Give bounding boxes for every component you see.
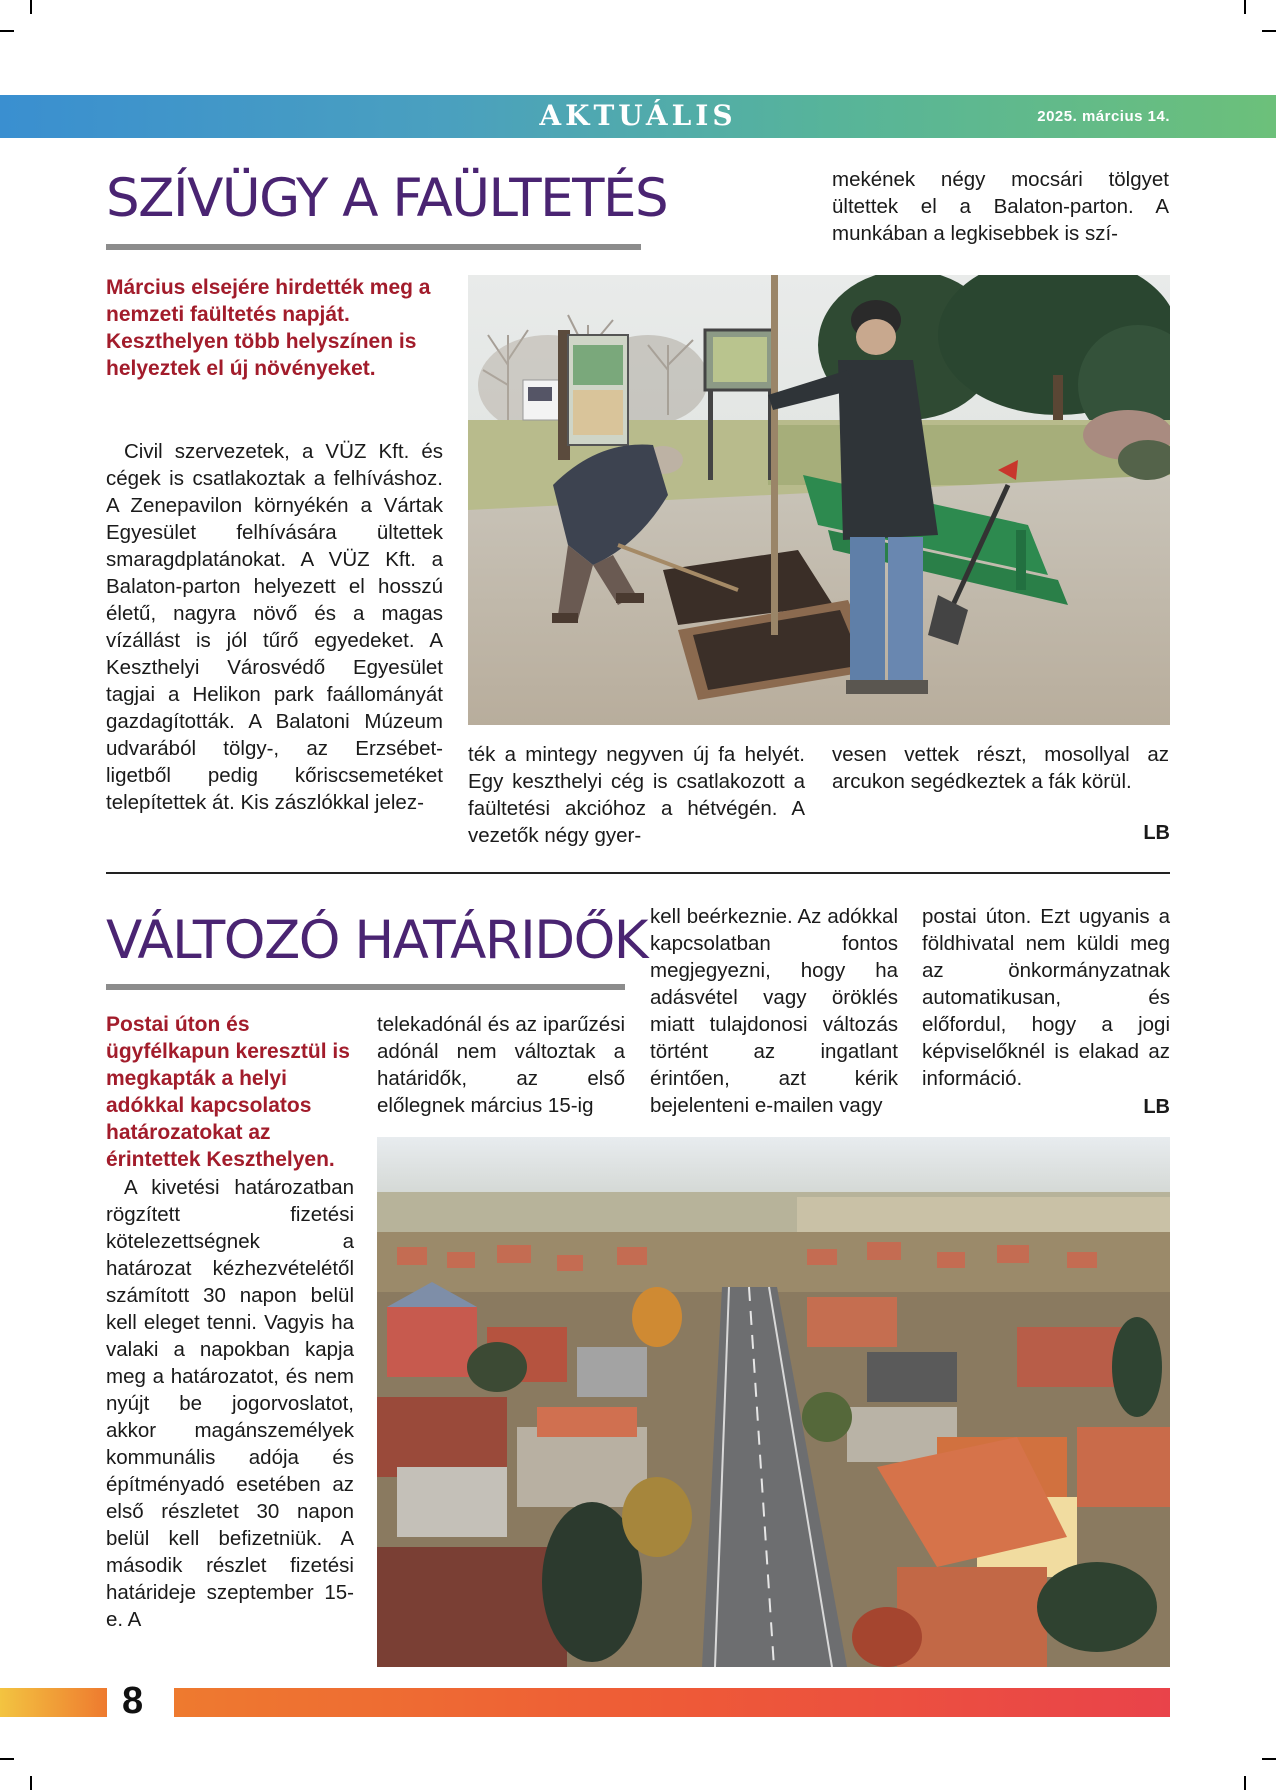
article2-col3: kell beérkeznie. Az adókkal kapcsolatban fontos megjegyezni, hogy ha adásvétel vagy öröklés miatt tulajdonosi változás történt az ingatlant érintően, azt kérik bejelenteni e-mailen vagy [650, 905, 898, 1117]
section-title: AKTUÁLIS [539, 99, 737, 132]
crop-mark [1244, 0, 1246, 14]
crop-mark [0, 30, 14, 32]
article2-col4: postai úton. Ezt ugyanis a földhivatal nem küldi meg az önkormányzatnak automatikusan, és előfordul, hogy a jogi képviselőknél is elakad az információ. [922, 905, 1170, 1090]
crop-mark [1244, 1776, 1246, 1790]
footer-band-left [0, 1688, 107, 1717]
aerial-town-photo-illustration [377, 1137, 1170, 1667]
article1-lead: Március elsejére hirdették meg a nemzeti faültetés napját. Keszthelyen több helyszínen is helyeztek el új növényeket. [106, 276, 431, 380]
article1-col3-top: mekének négy mocsári tölgyet ültettek el a Balaton-parton. A munkában a legkisebbek is szí- [832, 168, 1169, 245]
article2-col1: A kivetési határozatban rögzített fizetési kötelezettségnek a határozat kézhezvételétől számított 30 napon belül kell eleget tenni. Vagyis ha valaki a napokban kapja meg a határozatot, és nem nyújt be jogorvoslatot, akkor magánszemélyek kommunális adója és építményadó esetében az első részletet 30 napon belül kell befizetniük. A második részlet fizetési határideje szeptember 15-e. A [106, 1176, 354, 1631]
crop-mark [0, 1758, 14, 1760]
article2-title: VÁLTOZÓ HATÁRIDŐK [106, 910, 648, 971]
article2-signature: LB [1143, 1096, 1170, 1118]
article2-lead: Postai úton és ügyfélkapun keresztül is megkapták a helyi adókkal kapcsolatos határozatokat az érintettek Keszthelyen. [106, 1013, 350, 1171]
aerial-town-photo [377, 1137, 1170, 1667]
page-number: 8 [122, 1680, 144, 1722]
footer-band-right [174, 1688, 1170, 1717]
article-divider [106, 872, 1170, 874]
article1-col1: Civil szervezetek, a VÜZ Kft. és cégek is csatlakoztak a felhíváshoz. A Zenepavilon környékén a Vártak Egyesület felhívására ültettek smaragdplatánokat. A VÜZ Kft. a Balaton-parton helyezett el hosszú életű, nagyra növő és a magas vízállást is jól tűrő egyedeket. A Keszthelyi Városvédő Egyesület tagjai a Helikon park faállományát gazdagították. A Balatoni Múzeum udvarából tölgy-, az Erzsébet-ligetből pedig kőriscsemetéket telepítettek át. Kis zászlókkal jelez- [106, 440, 443, 814]
article1-title: SZÍVÜGY A FAÜLTETÉS [106, 168, 668, 229]
article1-title-rule [106, 244, 641, 250]
crop-mark [1262, 1758, 1276, 1760]
article1-signature: LB [1143, 822, 1170, 844]
issue-date: 2025. március 14. [1037, 108, 1170, 125]
crop-mark [30, 0, 32, 14]
article1-col2: ték a mintegy negyven új fa helyét. Egy keszthelyi cég is csatlakozott a faültetési akcióhoz a hétvégén. A vezetők négy gyer- [468, 743, 805, 847]
tree-planting-photo [468, 275, 1170, 725]
tree-planting-photo-illustration [468, 275, 1170, 725]
article1-col3-bottom: vesen vettek részt, mosollyal az arcukon segédkeztek a fák körül. [832, 743, 1169, 793]
article2-title-rule [106, 984, 625, 990]
crop-mark [30, 1776, 32, 1790]
article2-col2: telekadónál és az iparűzési adónál nem változtak a határidők, az első előlegnek március 15-ig [377, 1013, 625, 1117]
crop-mark [1262, 30, 1276, 32]
